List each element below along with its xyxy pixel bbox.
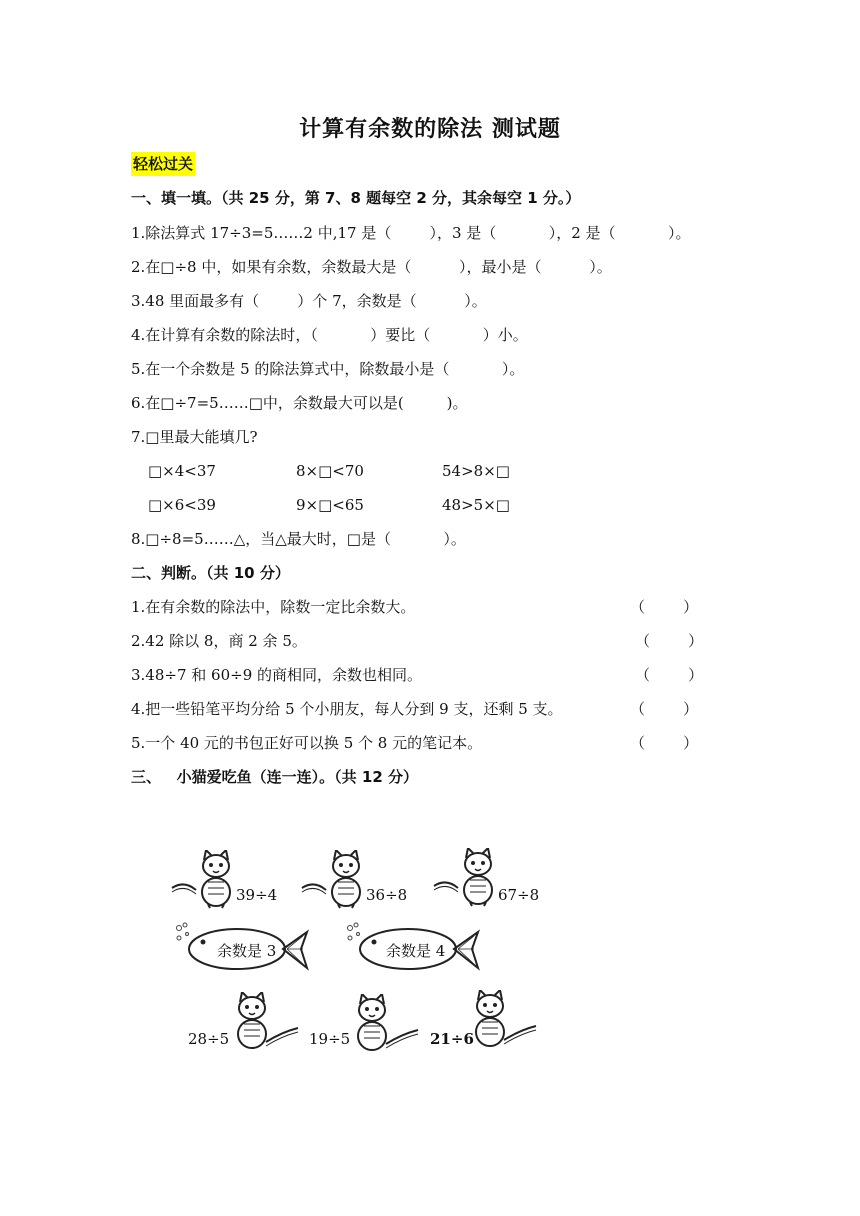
- answer-parentheses: （ ）: [630, 700, 699, 718]
- cat-icon: [228, 992, 300, 1054]
- page-title: 计算有余数的除法 测试题: [299, 117, 561, 142]
- judge-item: 3.48÷7 和 60÷9 的商相同，余数也相同。: [131, 666, 423, 684]
- q7-item: 54>8×□: [442, 462, 510, 480]
- division-label: 36÷8: [366, 886, 408, 904]
- question-4: 4.在计算有余数的除法时，（ ）要比（ ）小。: [131, 326, 528, 344]
- division-label: 21÷6: [430, 1030, 474, 1048]
- question-8: 8.□÷8=5……△，当△最大时，□是（ ）。: [131, 530, 466, 548]
- answer-parentheses: （ ）: [635, 666, 704, 684]
- q7-item: 8×□<70: [296, 462, 364, 480]
- fish-label: 余数是 3: [217, 942, 277, 960]
- fish-label: 余数是 4: [386, 942, 446, 960]
- question-3: 3.48 里面最多有（ ）个 7，余数是（ ）。: [131, 292, 487, 310]
- question-2: 2.在□÷8 中，如果有余数，余数最大是（ ），最小是（ ）。: [131, 258, 612, 276]
- division-label: 19÷5: [309, 1030, 351, 1048]
- cat-icon: [170, 850, 240, 910]
- answer-parentheses: （ ）: [635, 632, 704, 650]
- q7-item: □×6<39: [148, 496, 216, 514]
- cat-icon: [300, 850, 370, 910]
- division-label: 39÷4: [236, 886, 278, 904]
- question-7: 7.□里最大能填几?: [131, 428, 258, 446]
- judge-item: 2.42 除以 8，商 2 余 5。: [131, 632, 307, 650]
- judge-item: 1.在有余数的除法中，除数一定比余数大。: [131, 598, 416, 616]
- cat-icon: [432, 848, 502, 908]
- division-label: 67÷8: [498, 886, 540, 904]
- judge-item: 5.一个 40 元的书包正好可以换 5 个 8 元的笔记本。: [131, 734, 483, 752]
- division-label: 28÷5: [188, 1030, 230, 1048]
- q7-item: 9×□<65: [296, 496, 364, 514]
- answer-parentheses: （ ）: [630, 598, 699, 616]
- question-5: 5.在一个余数是 5 的除法算式中，除数最小是（ ）。: [131, 360, 525, 378]
- question-6: 6.在□÷7=5……□中，余数最大可以是( )。: [131, 394, 468, 412]
- part3-heading: 三、 小猫爱吃鱼（连一连）。（共 12 分）: [131, 768, 418, 786]
- q7-item: □×4<37: [148, 462, 216, 480]
- question-1: 1.除法算式 17÷3=5……2 中,17 是（ ），3 是（ ），2 是（ ）。: [131, 224, 691, 242]
- q7-item: 48>5×□: [442, 496, 510, 514]
- answer-parentheses: （ ）: [630, 734, 699, 752]
- cat-icon: [348, 994, 420, 1056]
- cat-icon: [466, 990, 538, 1052]
- part1-heading: 一、填一填。（共 25 分，第 7、8 题每空 2 分，其余每空 1 分。）: [131, 189, 581, 207]
- section-badge: 轻松过关: [131, 152, 195, 176]
- judge-item: 4.把一些铅笔平均分给 5 个小朋友，每人分到 9 支，还剩 5 支。: [131, 700, 563, 718]
- part2-heading: 二、判断。（共 10 分）: [131, 564, 290, 582]
